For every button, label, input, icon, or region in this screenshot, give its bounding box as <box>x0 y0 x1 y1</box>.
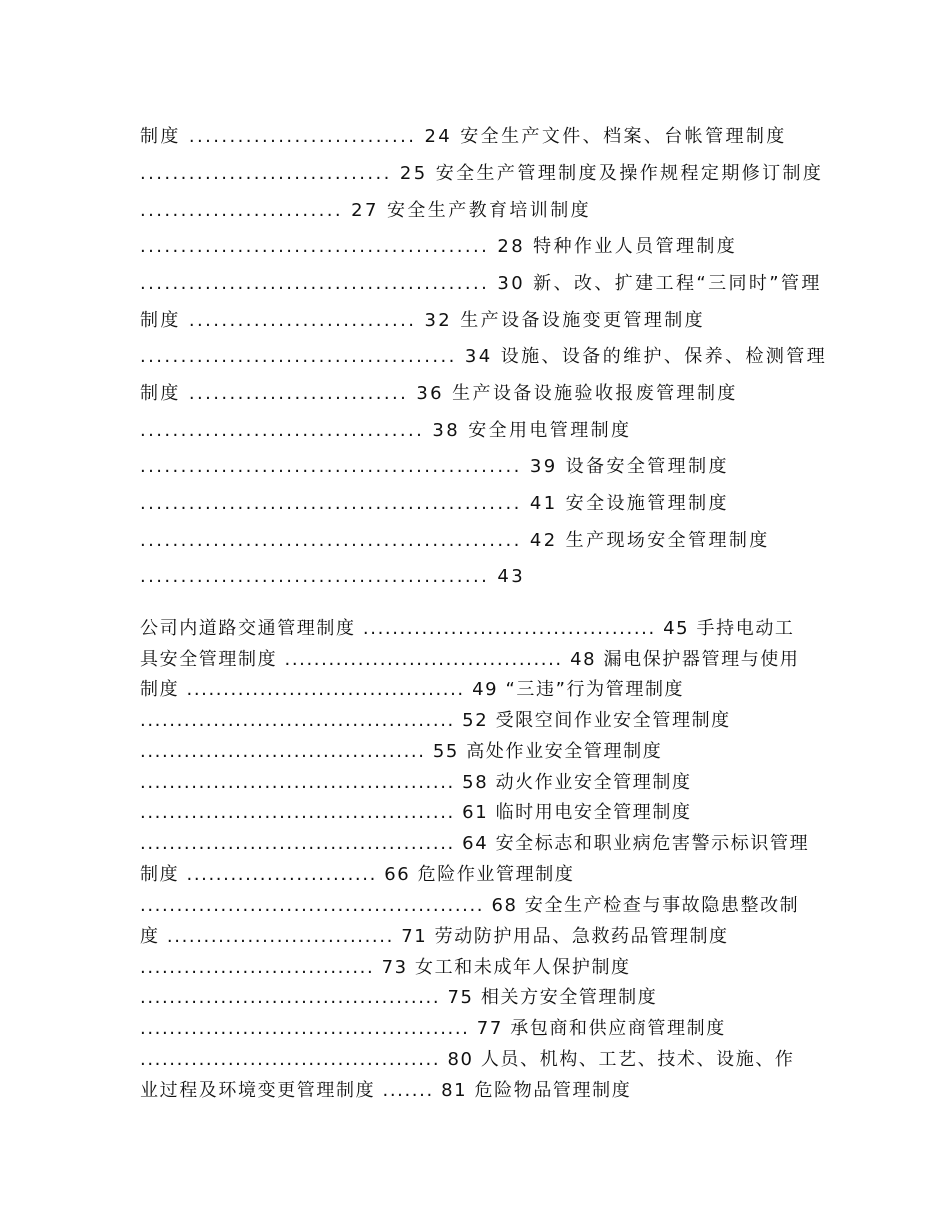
toc-line: 制度 .......................... 66 危险作业管理制度 <box>140 864 575 885</box>
toc-line: ........................................... 43 <box>140 566 526 587</box>
toc-line: 业过程及环境变更管理制度 ....... 81 危险物品管理制度 <box>140 1080 632 1101</box>
toc-line: ............................................... 39 设备安全管理制度 <box>140 456 729 477</box>
toc-line: ......................................... 80 人员、机构、工艺、技术、设施、作 <box>140 1049 795 1070</box>
toc-line: ............................................... 42 生产现场安全管理制度 <box>140 530 770 551</box>
toc-line: 制度 ........................... 36 生产设备设施验收报废管理制度 <box>140 383 738 404</box>
toc-line: ............................................... 68 安全生产检查与事故隐患整改制 <box>140 895 800 916</box>
toc-line: 制度 ............................ 32 生产设备设施变更管理制度 <box>140 310 706 331</box>
toc-line: ............................................. 77 承包商和供应商管理制度 <box>140 1018 726 1039</box>
toc-line: ........................................... 61 临时用电安全管理制度 <box>140 802 692 823</box>
toc-line: 度 ............................... 71 劳动防护用品、急救药品管理制度 <box>140 926 729 947</box>
toc-line: ......................... 27 安全生产教育培训制度 <box>140 200 591 221</box>
toc-line: 公司内道路交通管理制度 ........................................ 45 手持电动工 <box>140 618 795 639</box>
toc-line: ........................................... 64 安全标志和职业病危害警示标识管理 <box>140 833 810 854</box>
toc-line: 制度 ...................................... 49 “三违”行为管理制度 <box>140 679 685 700</box>
toc-line: ....................................... 34 设施、设备的维护、保养、检测管理 <box>140 346 828 367</box>
toc-line: ........................................... 30 新、改、扩建工程“三同时”管理 <box>140 273 822 294</box>
toc-line: ................................ 73 女工和未成年人保护制度 <box>140 957 631 978</box>
toc-line: ....................................... 55 高处作业安全管理制度 <box>140 741 663 762</box>
toc-line: 具安全管理制度 ...................................... 48 漏电保护器管理与使用 <box>140 649 800 670</box>
toc-line: ............................... 25 安全生产管理制度及操作规程定期修订制度 <box>140 163 824 184</box>
toc-line: ............................................... 41 安全设施管理制度 <box>140 493 729 514</box>
toc-line: 制度 ............................ 24 安全生产文件、档案、台帐管理制度 <box>140 126 787 147</box>
toc-line: ......................................... 75 相关方安全管理制度 <box>140 987 658 1008</box>
toc-line: ........................................... 58 动火作业安全管理制度 <box>140 772 692 793</box>
toc-line: ................................... 38 安全用电管理制度 <box>140 420 632 441</box>
toc-line: ........................................... 28 特种作业人员管理制度 <box>140 236 738 257</box>
toc-line: ........................................... 52 受限空间作业安全管理制度 <box>140 710 731 731</box>
